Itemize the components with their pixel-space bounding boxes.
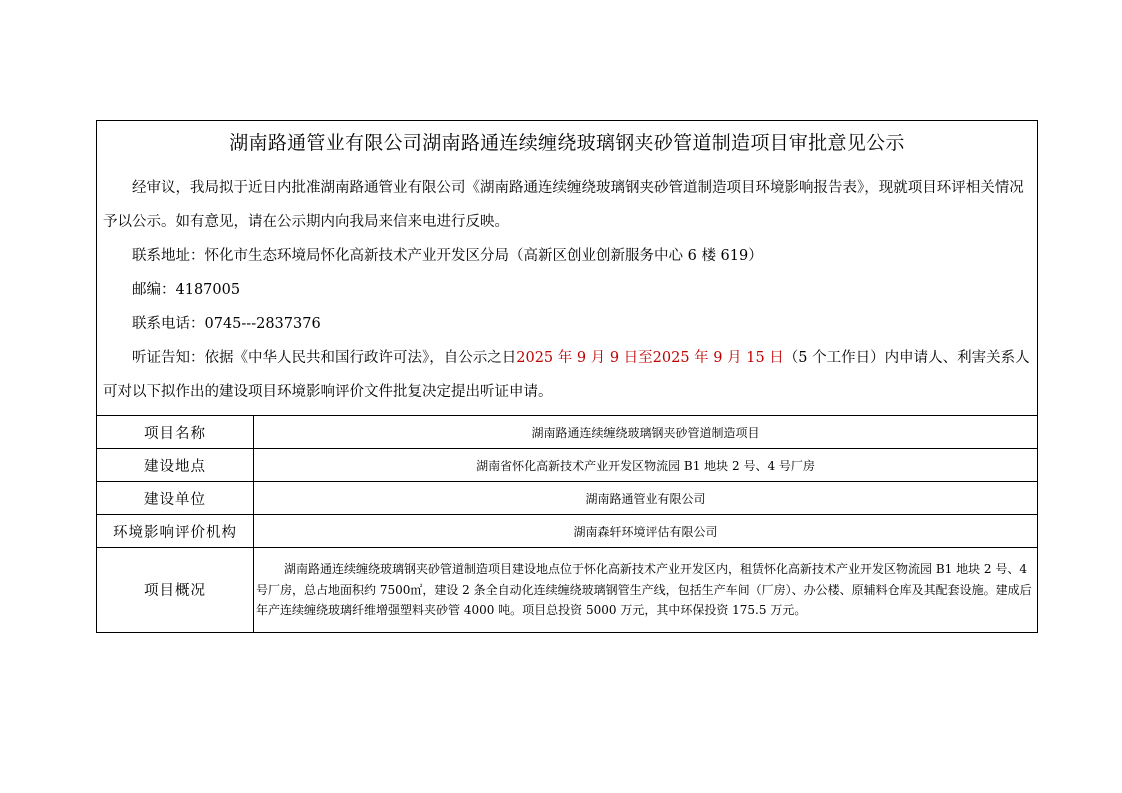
table-row (97, 515, 1037, 548)
table-row (97, 416, 1037, 449)
hearing-notice (103, 341, 1033, 409)
row-value: 湖南森轩环境评估有限公司 (254, 515, 1038, 548)
row-value: 湖南省怀化高新技术产业开发区物流园 B1 地块 2 号、4 号厂房 (254, 449, 1038, 482)
contact-phone: 联系电话：0745---2837376 (132, 316, 321, 332)
table-row (97, 548, 1037, 632)
row-label: 环境影响评价机构 (97, 515, 254, 548)
row-value: 湖南路通管业有限公司 (254, 482, 1038, 515)
document-title: 湖南路通管业有限公司湖南路通连续缠绕玻璃钢夹砂管道制造项目审批意见公示 (229, 132, 905, 154)
hearing-suffix: （5 个工作日）内申请人、利害关系人可对以下拟作出的建设项目环境影响评价文件批复决定提出听证申请。 (103, 350, 1030, 400)
postcode: 邮编：4187005 (132, 282, 241, 298)
hearing-to: 至 (638, 350, 653, 366)
notice-body (97, 165, 1037, 415)
row-label: 建设单位 (97, 482, 254, 515)
hearing-end-date: 2025 年 9 月 15 日 (652, 350, 784, 366)
table-row (97, 449, 1037, 482)
row-label: 建设地点 (97, 449, 254, 482)
row-label: 项目概况 (97, 548, 254, 632)
row-value: 湖南路通连续缠绕玻璃钢夹砂管道制造项目 (254, 416, 1038, 449)
table-row (97, 482, 1037, 515)
project-overview-text: 湖南路通连续缠绕玻璃钢夹砂管道制造项目建设地点位于怀化高新技术产业开发区内，租赁怀化高新技术产业开发区物流园 B1 地块 2 号、4 号厂房，总占地面积约 7500㎡，建设 2 条全自动化连续缠绕玻璃钢管生产线，包括生产车间（厂房）、办公楼、原辅料仓库及其配套设施。建成后年产连续缠绕玻璃纤维增强塑料夹砂管 4000 吨。项目总投资 5000 万元，其中环保投资 175.5 万元。 (254, 548, 1038, 632)
project-info-table (97, 415, 1037, 632)
row-label: 项目名称 (97, 416, 254, 449)
hearing-start-date: 2025 年 9 月 9 日 (516, 350, 639, 366)
hearing-prefix: 听证告知：依据《中华人民共和国行政许可法》，自公示之日 (132, 350, 517, 366)
notice-document (96, 120, 1038, 633)
notice-intro: 经审议，我局拟于近日内批准湖南路通管业有限公司《湖南路通连续缠绕玻璃钢夹砂管道制造项目环境影响报告表》，现就项目环评相关情况予以公示。如有意见，请在公示期内向我局来信来电进行反映。 (103, 180, 1024, 230)
contact-address: 联系地址：怀化市生态环境局怀化高新技术产业开发区分局（高新区创业创新服务中心 6 楼 619） (132, 248, 763, 264)
